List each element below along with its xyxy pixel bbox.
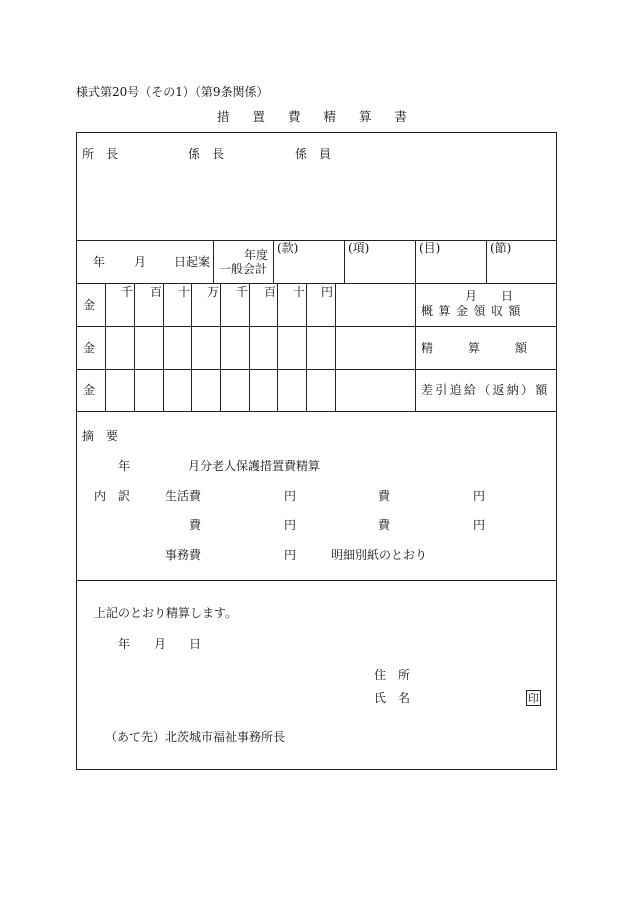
divider <box>76 240 557 241</box>
digit-label: 百 <box>150 285 163 299</box>
cost-label: 費 <box>378 489 391 503</box>
title-char: 措 <box>217 109 230 124</box>
title-char: 精 <box>323 109 336 124</box>
summary-year: 年 <box>118 459 131 473</box>
settle-label: 精算額 <box>421 341 563 355</box>
title-char: 書 <box>394 109 407 124</box>
title-char: 置 <box>252 109 265 124</box>
divider <box>76 411 557 412</box>
digit-label: 百 <box>264 285 277 299</box>
receipt-label: 概算金領収額 <box>421 304 527 318</box>
divider <box>277 283 278 411</box>
kin-label: 金 <box>83 341 96 355</box>
divider <box>415 283 416 411</box>
yen-label: 円 <box>284 548 297 562</box>
title-char: 算 <box>358 109 372 124</box>
divider <box>415 240 416 283</box>
addressee: （あて先）北茨城市福祉事務所長 <box>105 730 286 744</box>
divider <box>213 240 214 283</box>
yen-label: 円 <box>284 489 297 503</box>
digit-label: 千 <box>121 285 134 299</box>
divider <box>273 240 274 283</box>
digit-label: 十 <box>178 285 191 299</box>
breakdown-label: 内 訳 <box>94 489 131 503</box>
divider <box>306 283 307 411</box>
setsu-label: (節) <box>490 241 512 255</box>
cost-label: 費 <box>378 518 391 532</box>
divider <box>335 283 336 411</box>
yen-label: 円 <box>473 489 486 503</box>
account-label: 一般会計 <box>219 262 268 276</box>
summary-label: 摘 要 <box>82 429 119 443</box>
cost-label: 費 <box>189 518 202 532</box>
digit-label: 万 <box>207 285 220 299</box>
divider <box>344 240 345 283</box>
fiscal-year-label: 年度 <box>244 248 269 262</box>
kou-label: (項) <box>348 241 370 255</box>
address-label: 住 所 <box>374 668 411 682</box>
kin-label: 金 <box>83 298 96 312</box>
digit-label: 円 <box>321 285 334 299</box>
title-char: 費 <box>287 109 301 124</box>
divider <box>76 283 557 284</box>
difference-label: 差引追給（返納）額 <box>421 383 550 397</box>
living-cost-label: 生活費 <box>165 489 202 503</box>
declaration-month: 月 <box>154 637 167 651</box>
receipt-month: 月 <box>465 289 478 303</box>
divider <box>134 283 135 411</box>
detail-note: 明細別紙のとおり <box>331 548 428 562</box>
form-number: 様式第20号（その1）（第9条関係） <box>76 85 269 99</box>
name-label: 氏 名 <box>374 691 411 705</box>
divider <box>76 326 557 327</box>
divider <box>76 580 557 581</box>
divider <box>105 283 106 411</box>
digit-label: 十 <box>293 285 306 299</box>
divider <box>220 283 221 411</box>
document-title <box>217 111 407 124</box>
office-cost-label: 事務費 <box>165 548 202 562</box>
approval-staff: 係 員 <box>295 147 332 161</box>
declaration-year: 年 <box>118 637 131 651</box>
yen-label: 円 <box>284 518 297 532</box>
kan-label: (款) <box>277 241 299 255</box>
seal-mark: 印 <box>528 691 539 705</box>
receipt-day: 日 <box>501 289 514 303</box>
moku-label: (目) <box>419 241 441 255</box>
draft-month: 月 <box>134 255 147 269</box>
declaration-text: 上記のとおり精算します。 <box>94 606 238 620</box>
draft-day: 日起案 <box>174 255 211 269</box>
yen-label: 円 <box>473 518 486 532</box>
kin-label: 金 <box>83 383 96 397</box>
form-frame <box>76 132 563 770</box>
divider <box>76 369 557 370</box>
divider <box>163 283 164 411</box>
approval-director: 所 長 <box>82 147 119 161</box>
divider <box>249 283 250 411</box>
digit-label: 千 <box>236 285 249 299</box>
divider <box>486 240 487 283</box>
declaration-day: 日 <box>189 637 202 651</box>
divider <box>191 283 192 411</box>
approval-chief: 係 長 <box>188 147 225 161</box>
draft-year: 年 <box>93 255 106 269</box>
summary-description: 月分老人保護措置費精算 <box>188 459 321 473</box>
